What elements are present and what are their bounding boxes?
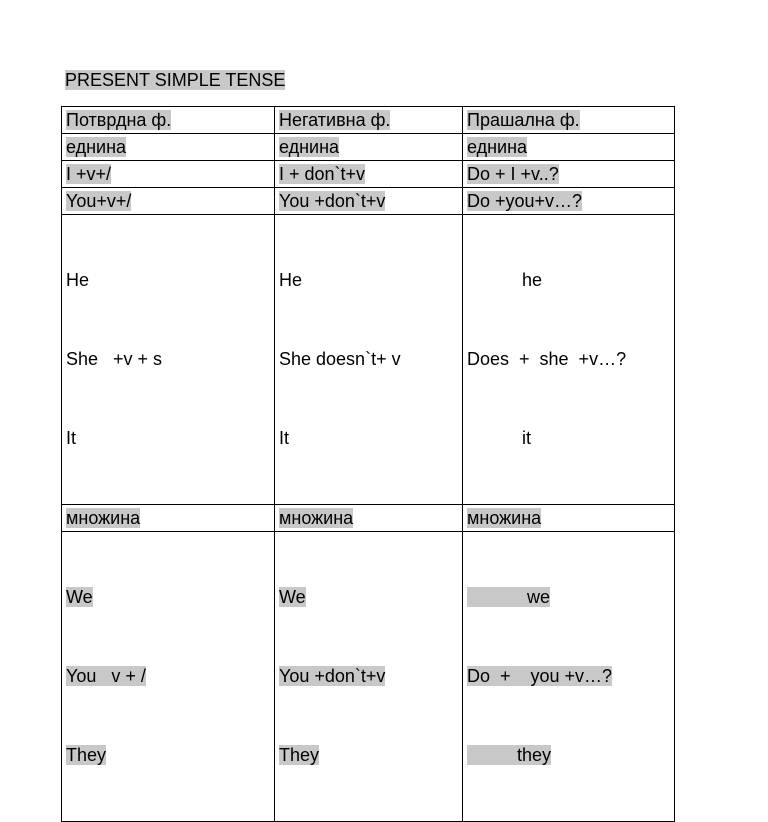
cell-question	[463, 215, 675, 505]
tense-table	[61, 106, 675, 822]
table-header-row	[62, 107, 675, 134]
cell-line: it	[467, 428, 532, 448]
table-row-second-person	[62, 188, 675, 215]
cell-affirmative	[62, 532, 275, 822]
cell-line: They	[279, 745, 320, 765]
cell-line: It	[66, 428, 77, 448]
table-row-third-person	[62, 215, 675, 505]
cell-line: You +don`t+v	[279, 666, 386, 686]
cell-line: he	[467, 270, 543, 290]
singular-label: еднина	[62, 134, 275, 161]
cell-line: You v + /	[66, 666, 146, 686]
cell-negative	[275, 532, 463, 822]
cell-line: He	[66, 270, 90, 290]
cell-line: They	[66, 745, 107, 765]
cell-line: Does + she +v…?	[467, 349, 627, 369]
document-title: PRESENT SIMPLE TENSE	[65, 70, 286, 90]
cell-question: Do + I +v..?	[463, 161, 675, 188]
cell-line: We	[279, 587, 306, 607]
cell-negative	[275, 215, 463, 505]
cell-line: She doesn`t+ v	[279, 349, 401, 369]
plural-label: множина	[62, 505, 275, 532]
singular-label: еднина	[275, 134, 463, 161]
cell-question: Do +you+v…?	[463, 188, 675, 215]
cell-line: He	[279, 270, 303, 290]
table-row-first-person	[62, 161, 675, 188]
plural-label-row	[62, 505, 675, 532]
header-question: Прашална ф.	[463, 107, 675, 134]
cell-negative: You +don`t+v	[275, 188, 463, 215]
cell-negative: I + don`t+v	[275, 161, 463, 188]
singular-label: еднина	[463, 134, 675, 161]
cell-affirmative	[62, 215, 275, 505]
cell-affirmative: You+v+/	[62, 188, 275, 215]
cell-line: It	[279, 428, 290, 448]
cell-line: We	[66, 587, 93, 607]
cell-question	[463, 532, 675, 822]
table-row-plural	[62, 532, 675, 822]
header-affirmative: Потврдна ф.	[62, 107, 275, 134]
cell-affirmative: I +v+/	[62, 161, 275, 188]
cell-line: Do + you +v…?	[467, 666, 613, 686]
header-negative: Негативна ф.	[275, 107, 463, 134]
singular-label-row	[62, 134, 675, 161]
plural-label: множина	[463, 505, 675, 532]
cell-line: we	[467, 587, 551, 607]
plural-label: множина	[275, 505, 463, 532]
cell-line: they	[467, 745, 552, 765]
cell-line: She +v + s	[66, 349, 163, 369]
